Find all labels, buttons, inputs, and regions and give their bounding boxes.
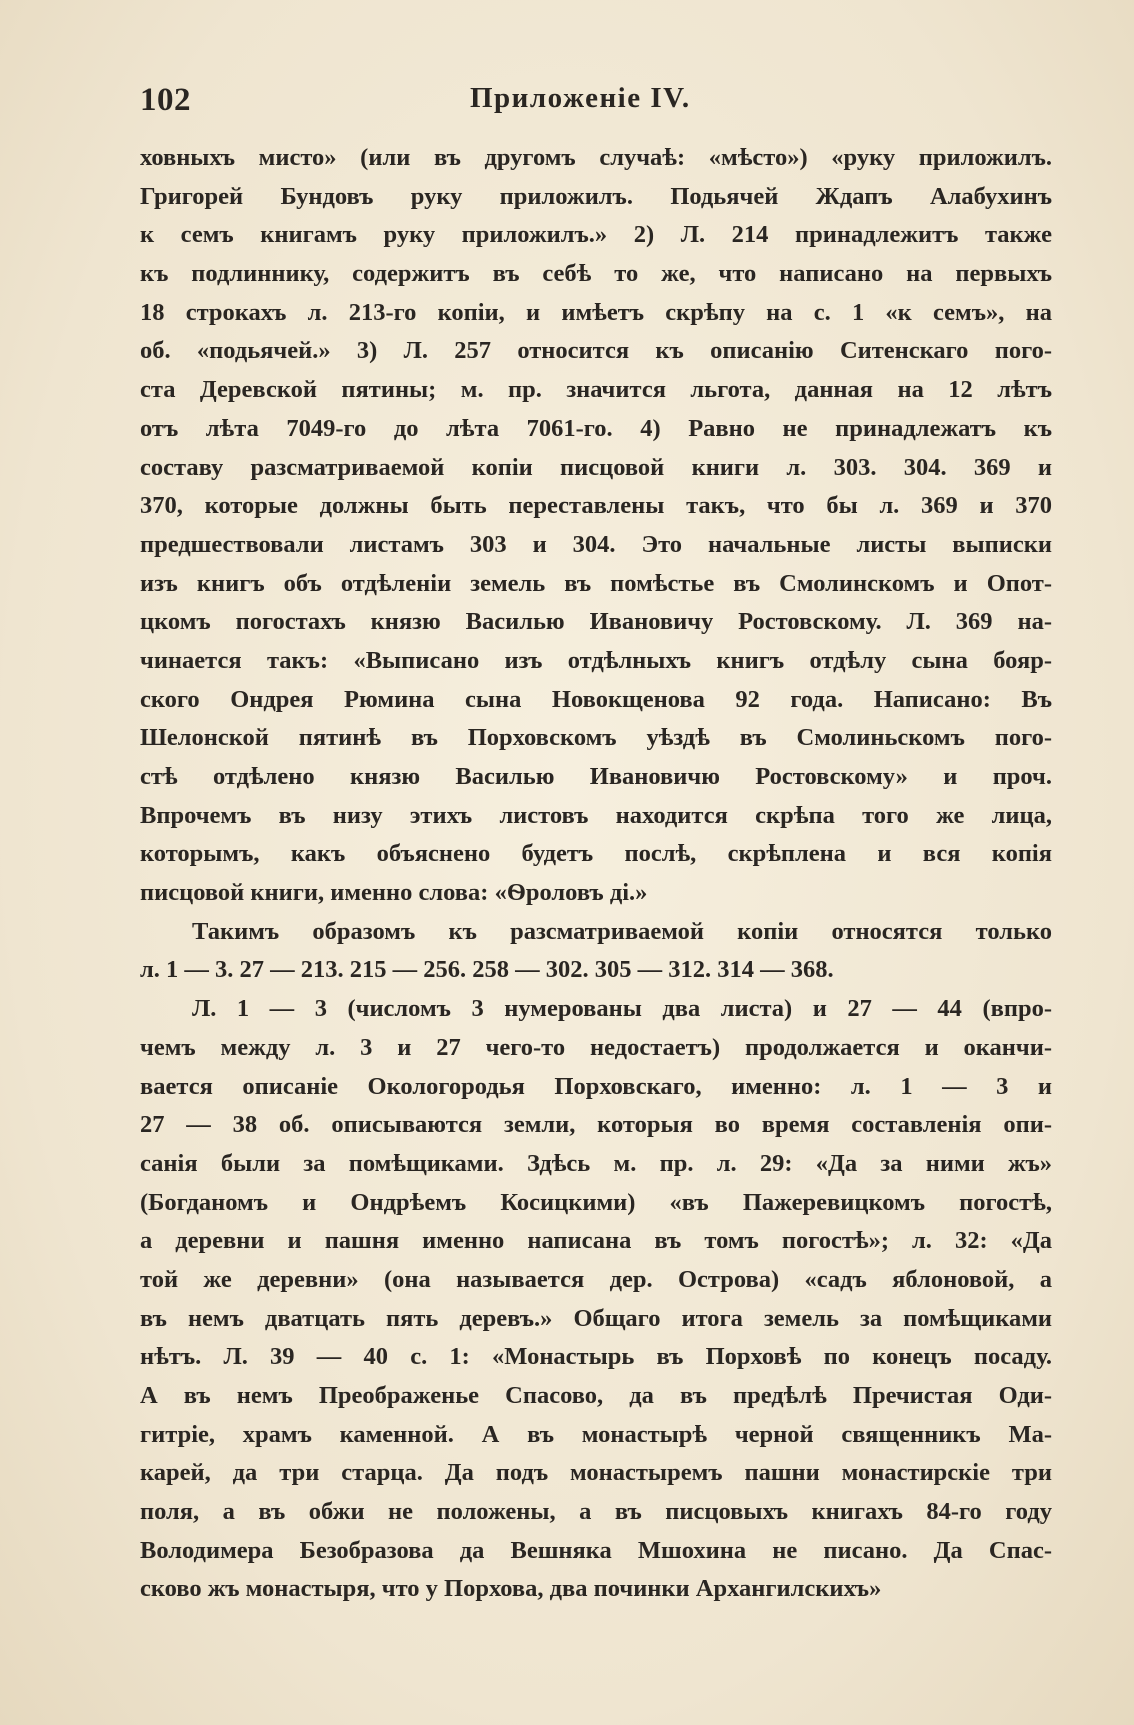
text-line: той же деревни» (она называется дер. Острова) «садъ яблоновой, а (140, 1265, 1052, 1293)
text-line: (Богданомъ и Ондрѣемъ Косицкими) «въ Пажеревицкомъ погостѣ, (140, 1188, 1052, 1216)
text-line: а деревни и пашня именно написана въ томъ погостѣ»; л. 32: «Да (140, 1227, 1052, 1255)
text-line: А въ немъ Преображенье Спасово, да въ предѣлѣ Пречистая Оди- (140, 1382, 1052, 1409)
text-line: писцовой книги, именно слова: «Ѳроловъ ді.» (140, 879, 648, 907)
text-line: въ немъ дватцать пять деревъ.» Общаго итога земель за помѣщиками (140, 1304, 1052, 1332)
body-text (140, 139, 1052, 1609)
text-line: нѣтъ. Л. 39 — 40 с. 1: «Монастырь въ Порховѣ по конецъ посаду. (140, 1343, 1052, 1371)
text-line: составу разсматриваемой копіи писцовой книги л. 303. 304. 369 и (140, 453, 1052, 481)
page-header (140, 82, 1052, 122)
text-line: Григорей Бундовъ руку приложилъ. Подьячей Ждапъ Алабухинъ (140, 182, 1052, 210)
text-line: цкомъ погостахъ князю Василью Ивановичу Ростовскому. Л. 369 на- (140, 608, 1052, 636)
text-line: чинается такъ: «Выписано изъ отдѣлныхъ книгъ отдѣлу сына бояр- (140, 646, 1052, 674)
text-line: об. «подьячей.» 3) Л. 257 относится къ описанію Ситенскаго пого- (140, 337, 1052, 365)
text-line: сково жъ монастыря, что у Порхова, два починки Архангилскихъ» (140, 1575, 882, 1603)
text-line: Впрочемъ въ низу этихъ листовъ находится скрѣпа того же лица, (140, 801, 1052, 829)
text-line: Шелонской пятинѣ въ Порховскомъ уѣздѣ въ Смолиньскомъ пого- (140, 724, 1052, 752)
text-line: которымъ, какъ объяснено будетъ послѣ, скрѣплена и вся копія (140, 840, 1052, 868)
text-line: отъ лѣта 7049-го до лѣта 7061-го. 4) Равно не принадлежатъ къ (140, 414, 1052, 442)
text-line: ского Ондрея Рюмина сына Новокщенова 92 года. Написано: Въ (140, 685, 1052, 713)
text-line: стѣ отдѣлено князю Василью Ивановичю Ростовскому» и проч. (140, 763, 1052, 790)
text-line: санія были за помѣщиками. Здѣсь м. пр. л. 29: «Да за ними жъ» (140, 1149, 1052, 1177)
text-line: л. 1 — 3. 27 — 213. 215 — 256. 258 — 302. 305 — 312. 314 — 368. (140, 956, 834, 984)
page-number: 102 (140, 82, 191, 118)
text-line: Такимъ образомъ къ разсматриваемой копіи относятся только (192, 917, 1052, 945)
text-line: гитріе, храмъ каменной. А въ монастырѣ черной священникъ Ма- (140, 1420, 1052, 1448)
text-line: изъ книгъ объ отдѣленіи земель въ помѣстье въ Смолинскомъ и Опот- (140, 569, 1052, 597)
text-line: къ подлиннику, содержитъ въ себѣ то же, что написано на первыхъ (140, 260, 1052, 288)
text-line: к семъ книгамъ руку приложилъ.» 2) Л. 214 принадлежитъ также (140, 221, 1052, 249)
running-head: Приложеніе IV. (470, 82, 691, 114)
text-line: карей, да три старца. Да подъ монастыремъ пашни монастирскіе три (140, 1459, 1052, 1487)
text-line: ховныхъ мисто» (или въ другомъ случаѣ: «мѣсто») «руку приложилъ. (140, 144, 1052, 171)
text-line: 27 — 38 об. описываются земли, которыя во время составленія опи- (140, 1111, 1052, 1139)
text-line: поля, а въ обжи не положены, а въ писцовыхъ книгахъ 84-го году (140, 1498, 1052, 1526)
text-line: Л. 1 — 3 (числомъ 3 нумерованы два листа) и 27 — 44 (впро- (192, 995, 1052, 1023)
text-line: ста Деревской пятины; м. пр. значится льгота, данная на 12 лѣтъ (140, 376, 1052, 404)
text-line: 18 строкахъ л. 213-го копіи, и имѣетъ скрѣпу на с. 1 «к семъ», на (140, 298, 1052, 326)
text-line: вается описаніе Окологородья Порховскаго, именно: л. 1 — 3 и (140, 1072, 1052, 1100)
text-line: предшествовали листамъ 303 и 304. Это начальные листы выписки (140, 530, 1052, 558)
text-line: чемъ между л. 3 и 27 чего-то недостаетъ) продолжается и оканчи- (140, 1033, 1052, 1061)
text-line: Володимера Безобразова да Вешняка Мшохина не писано. Да Спас- (140, 1536, 1052, 1564)
text-line: 370, которые должны быть переставлены такъ, что бы л. 369 и 370 (140, 492, 1052, 520)
